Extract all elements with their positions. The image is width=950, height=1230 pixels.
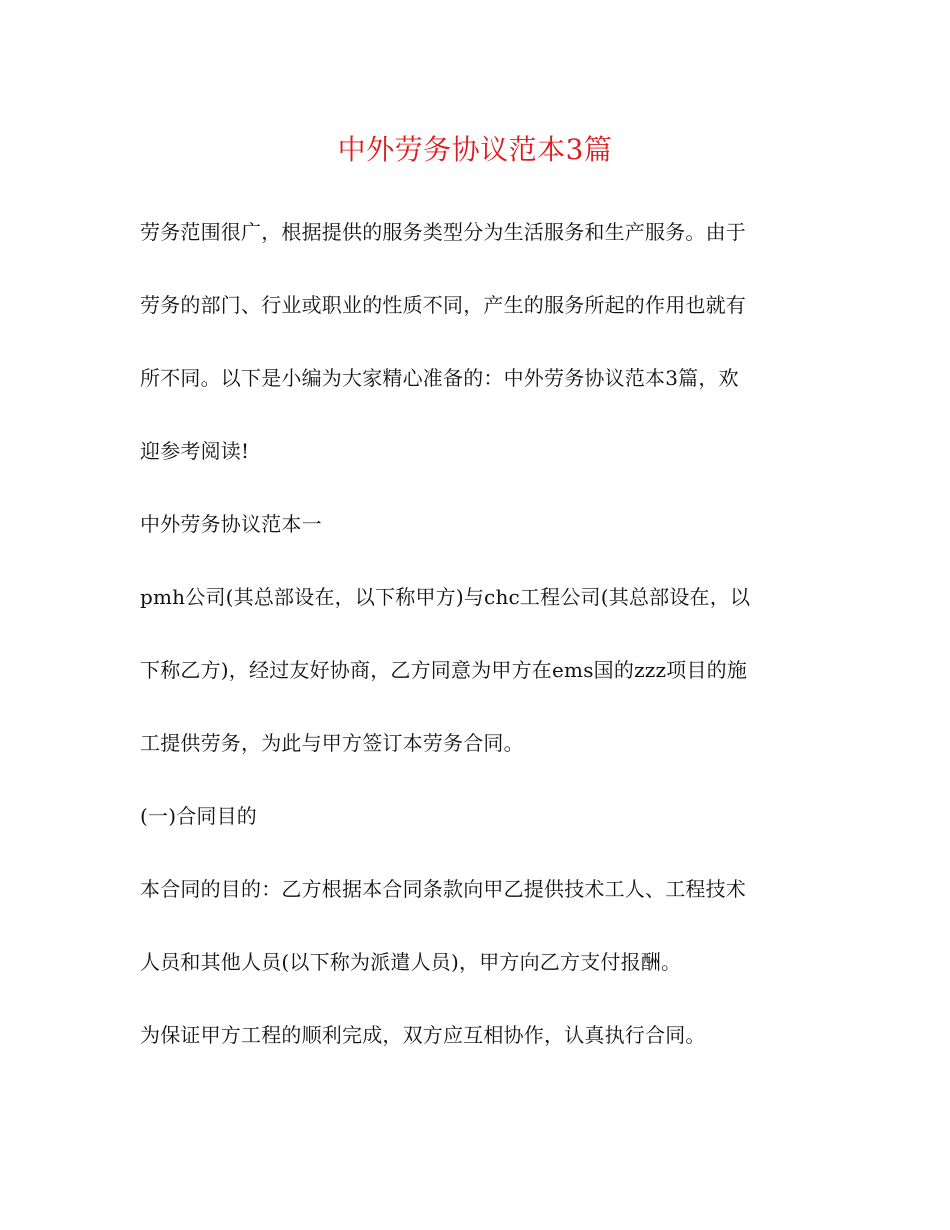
paragraph-line: 下称乙方)，经过友好协商，乙方同意为甲方在ems国的zzz项目的施 <box>140 658 748 682</box>
paragraph-line: 劳务范围很广，根据提供的服务类型分为生活服务和生产服务。由于 <box>140 220 746 244</box>
document-title: 中外劳务协议范本3篇 <box>337 133 613 166</box>
paragraph-line: 劳务的部门、行业或职业的性质不同，产生的服务所起的作用也就有 <box>140 293 746 317</box>
paragraph-line: 迎参考阅读! <box>140 439 250 463</box>
paragraph-line: 本合同的目的：乙方根据本合同条款向甲乙提供技术工人、工程技术 <box>140 877 746 901</box>
paragraph-line: 所不同。以下是小编为大家精心准备的：中外劳务协议范本3篇，欢 <box>140 366 739 390</box>
paragraph-line: 为保证甲方工程的顺利完成，双方应互相协作，认真执行合同。 <box>140 1023 706 1047</box>
paragraph-line: 工提供劳务，为此与甲方签订本劳务合同。 <box>140 731 524 755</box>
paragraph-line: 人员和其他人员(以下称为派遣人员)，甲方向乙方支付报酬。 <box>140 950 682 974</box>
section-heading: 中外劳务协议范本一 <box>140 512 322 536</box>
section-heading: (一)合同目的 <box>140 804 258 828</box>
paragraph-line: pmh公司(其总部设在，以下称甲方)与chc工程公司(其总部设在，以 <box>140 585 751 609</box>
